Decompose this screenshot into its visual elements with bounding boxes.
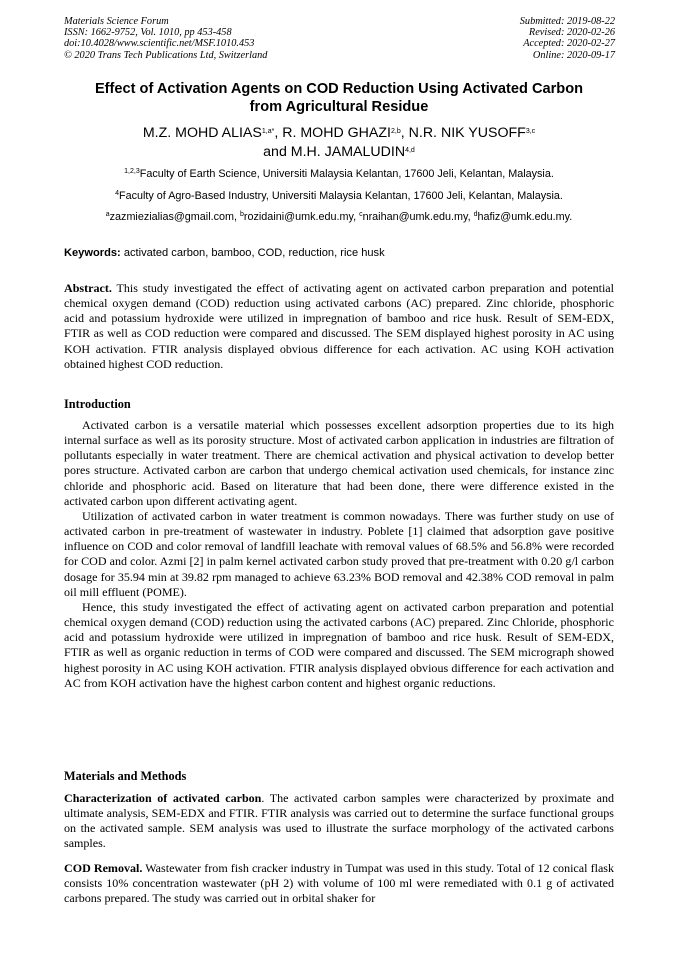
- email-address: rozidaini@umk.edu.my: [243, 211, 354, 223]
- affiliation-text: Faculty of Agro-Based Industry, Universiti Malaysia Kelantan, 17600 Jeli, Kelantan, Malaysia.: [119, 190, 563, 202]
- intro-paragraph-2: Utilization of activated carbon in water treatment is common nowadays. There was further study on use of activated carbon in pre-treatment of wastewater in industry. Poblete [1] claimed that adsorption gave positive influence on COD and color removal of landfill leachate with removal values of 68.5% and 56.8% were recorded for COD and color. Azmi [2] in palm kernel activated carbon study proved that pre-treatment with 0.20 g/l carbon dosage for 35.94 min at 39.82 rpm managed to achieve 63.23% BOD removal and 42.38% COD removal in palm oil mill effluent (POME).: [64, 508, 614, 599]
- introduction-heading: Introduction: [64, 397, 131, 411]
- characterization-paragraph: [64, 791, 614, 852]
- keywords-text: activated carbon, bamboo, COD, reduction, rice husk: [123, 247, 385, 259]
- email-mark: c: [359, 211, 363, 218]
- affiliation-mark: 4: [115, 190, 119, 197]
- author-and: and: [263, 143, 287, 160]
- journal-doi: doi:10.4028/www.scientific.net/MSF.1010.453: [64, 38, 255, 50]
- author-mark: 2,b: [391, 128, 401, 135]
- introduction-body: [64, 418, 614, 691]
- affiliation-1: [40, 168, 638, 180]
- author-name: M.Z. MOHD ALIAS: [142, 125, 262, 141]
- submission-dates: [520, 16, 615, 61]
- author-name: N.R. NIK YUSOFF: [408, 125, 526, 141]
- submitted-date: Submitted: 2019-08-22: [519, 16, 615, 27]
- intro-paragraph-1: Activated carbon is a versatile material which possesses excellent adsorption properties due to its high internal surface as well as its porosity structure. Most of activated carbon application in industries are filtration of pollutants especially in water treatment. There are chemical activation and physical activation to develop better pores structure. Activated carbon are carbon that undergo chemical activation used chemicals, for instance zinc chloride and phosphoric acid. Based on literature that had been done, there were difference existed in the activated carbon upon different activating agent.: [64, 418, 614, 508]
- cod-removal-paragraph: [64, 861, 614, 906]
- author-line-1: M.Z. MOHD $ALIAS^{1,a*}$, R. MOHD GHAZI$^{2,b}$, N.R. NIK YUSOFF$^{3,c}$: [142, 125, 536, 141]
- keywords-label: Keywords:: [64, 247, 121, 259]
- affiliation-text: Faculty of Earth Science, Universiti Malaysia Kelantan, 17600 Jeli, Kelantan, Malaysia.: [139, 168, 554, 180]
- author-list: [64, 124, 614, 161]
- author-line-2: [64, 143, 614, 162]
- online-date: Online: 2020-09-17: [532, 49, 615, 61]
- email-mark: d: [473, 211, 478, 218]
- author-name: M.H. JAMALUDIN: [290, 143, 406, 160]
- author-name: R. MOHD GHAZI: [282, 125, 391, 141]
- paper-title: [64, 81, 614, 116]
- revised-date: Revised: 2020-02-26: [528, 27, 615, 39]
- author-mark: 4,d: [405, 146, 415, 154]
- keywords: [64, 247, 624, 259]
- abstract: [64, 281, 614, 372]
- cod-removal-label: COD Removal.: [64, 861, 143, 875]
- email-mark: b: [240, 211, 244, 218]
- characterization-label: Characterization of activated carbon: [64, 791, 262, 805]
- author-mark: 1,a*: [261, 128, 275, 135]
- intro-paragraph-3: Hence, this study investigated the effect of activating agent on activated carbon preparation and potential chemical oxygen demand (COD) reduction using the activated carbons (AC) prepared. Zinc Chloride, phosphoric acid and potassium hydroxide were utilized in impregnation of bamboo and rice husk. Result of SEM-EDX, FTIR as well as organic reduction in terms of COD were compared and discussed. The SEM micrograph showed highest porosity in AC using KOH activation. FTIR analysis displayed obvious difference for each activation and AC from KOH activation have the highest carbon content and highest organic reductions.: [64, 599, 614, 690]
- accepted-date: Accepted: 2020-02-27: [523, 38, 615, 50]
- journal-copyright: © 2020 Trans Tech Publications Ltd, Switzerland: [64, 49, 268, 61]
- author-mark: 3,c: [525, 128, 536, 135]
- email-mark: a: [105, 211, 110, 218]
- methods-heading: Materials and Methods: [64, 769, 187, 783]
- email-address: zazmiezialias@gmail.com: [109, 211, 234, 223]
- journal-name: Materials Science Forum: [64, 16, 169, 27]
- title-line-1: Effect of Activation Agents on COD Reduction Using Activated Carbon: [94, 81, 584, 97]
- author-emails: $^a$zazmiezialias@gmail.com, $^b$rozidaini@umk.edu.my, $^c$nraihan@umk.edu.my, $^d$hafiz@umk.edu.my.: [105, 211, 573, 223]
- affiliation-mark: 1,2,3: [124, 168, 140, 175]
- journal-issn: ISSN: 1662-9752, Vol. 1010, pp 453-458: [64, 27, 232, 39]
- email-address: nraihan@umk.edu.my: [362, 211, 468, 223]
- abstract-label: Abstract.: [64, 281, 112, 295]
- journal-info: [64, 16, 267, 61]
- cod-removal-text: Wastewater from fish cracker industry in Tumpat was used in this study. Total of 12 conical flask consists 10% concentration wastewater (pH 2) with volume of 100 ml were remediated with 0.1 g of activated carbons prepared. The study was carried out in orbital shaker for: [64, 861, 614, 906]
- affiliation-2: [40, 190, 638, 202]
- title-line-2: from Agricultural Residue: [249, 98, 429, 115]
- abstract-text: This study investigated the effect of activating agent on activated carbon preparation and potential chemical oxygen demand (COD) reduction using activated carbons (AC) prepared. Zinc chloride, phosphoric acid and potassium hydroxide were utilized in impregnation of bamboo and rice husk. Result of SEM-EDX, FTIR as well as COD reduction were compared and discussed. The SEM displayed highest porosity in AC using KOH activation. FTIR analysis displayed obvious difference for each activation. AC using KOH activation obtained highest COD reduction.: [64, 281, 614, 371]
- email-address: hafiz@umk.edu.my.: [477, 211, 573, 223]
- characterization-text: . The activated carbon samples were characterized by proximate and ultimate analysis, SEM-EDX and FTIR. FTIR analysis was carried out to determine the surface functional groups on the activated sample. SEM analysis was used to illustrate the surface morphology of the activated carbons samples.: [64, 791, 614, 851]
